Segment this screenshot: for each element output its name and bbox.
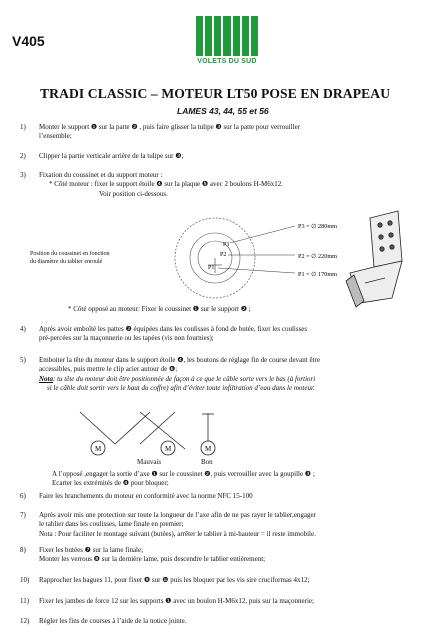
good-caption: Bon [201, 458, 213, 466]
p2-marker: P2 [220, 252, 227, 258]
step-line: Après avoir emboîté les pattes ❷ équipées dans les coulisses à fond de butée, fixer les coulisses [39, 325, 308, 333]
step-line: accessibles, puis mettre le clip acier autour de ❻; [39, 365, 178, 374]
motor-symbol: M [95, 445, 102, 453]
p2-label: P2 = ∅ 220mm [298, 253, 337, 260]
step-line: l’ensemble; [39, 132, 72, 141]
step-line: Monter les verrous ❽ sur la dernière lame, puis descendre le tablier entièrement; [39, 555, 266, 564]
step-line: Emboiter la tête du moteur dans le support étoile ❹, les boutons de réglage fin de course devant être [39, 356, 320, 364]
step-line: Fixation du coussinet et du support moteur : [39, 171, 163, 179]
motor-symbol: M [165, 445, 172, 453]
step-line: pré-percées sur la maçonnerie ou les tapées (vis non fournies); [39, 334, 214, 343]
opposite-side-note: * Côté opposé au moteur: Fixer le coussinet ❶ sur le support ❷ ; [68, 305, 251, 313]
step-line: Nota : Pour faciliter le montage suivant (butées), arrêter le tablier à mi-hauteur = il reste immobile. [39, 529, 316, 538]
document-reference: V405 [12, 33, 45, 49]
motor-symbol: M [205, 445, 212, 453]
document-subtitle: LAMES 43, 44, 55 et 56 [177, 106, 269, 116]
step-line: Voir position ci-dessous. [99, 189, 168, 198]
step-line: Après avoir mis une protection sur toute la longueur de l’axe afin de ne pas rayer le tablier,engager [39, 511, 316, 519]
cushion-position-diagram [170, 203, 420, 315]
document-title: TRADI CLASSIC – MOTEUR LT50 POSE EN DRAPEAU [40, 86, 391, 101]
nota-label: Nota [39, 374, 53, 383]
step-line: Faire les branchements du moteur en conformité avec la norme NFC 15-100 [39, 492, 253, 500]
logo-text: VOLETS DU SUD [197, 58, 257, 65]
step-line: Rapprocher les bagues 11, pour fixer ❾ sur ❿ puis les bloquer par les vis sire cruciformas 4x12; [39, 576, 310, 584]
p1-marker: P1 [208, 265, 215, 271]
step-line: Monter le support ❶ sur la patte ❷ , puis faire glisser la tulipe ❸ sur la patte pour verrouiller [39, 123, 301, 131]
brand-logo [196, 16, 258, 72]
step-line: Fixer les jambes de force 12 sur les supports ❶ avec un boulon H-M6x12, puis sur la maçonnerie; [39, 597, 314, 605]
opposite-side-instructions: A l’opposé ,engager la sortie d’axe ❶ sur le coussinet ❷, puis verrouiller avec la goupille ❸ ; Ecarter les extrémités de ❹ pour bloquer; [52, 470, 315, 488]
step-line: * Côté moteur : fixer le support étoile ❹ sur la plaque ❺ avec 2 boulons H-M6x12. [49, 180, 283, 189]
step-line: Régler les fins de courses à l’aide de la notice jointe. [39, 617, 187, 625]
step-line: Fixer les butées ❼ sur la lame finale; [39, 546, 144, 554]
p3-label: P3 = ∅ 280mm [298, 223, 337, 230]
bracket-illustration [346, 211, 402, 307]
step-line: Clipper la partie verticale arrière de la tulipe sur ❸; [39, 152, 184, 160]
bad-caption: Mauvais [137, 458, 162, 466]
p3-marker: P3 [223, 242, 230, 248]
step-line: le tablier dans les coulisses, lame finale en premier; [39, 520, 184, 529]
p1-label: P1 = ∅ 170mm [298, 271, 337, 278]
motor-orientation-diagram [70, 404, 260, 462]
position-note: Position du coussinet en fonction du diamètre du tablier enroulé [30, 251, 110, 265]
